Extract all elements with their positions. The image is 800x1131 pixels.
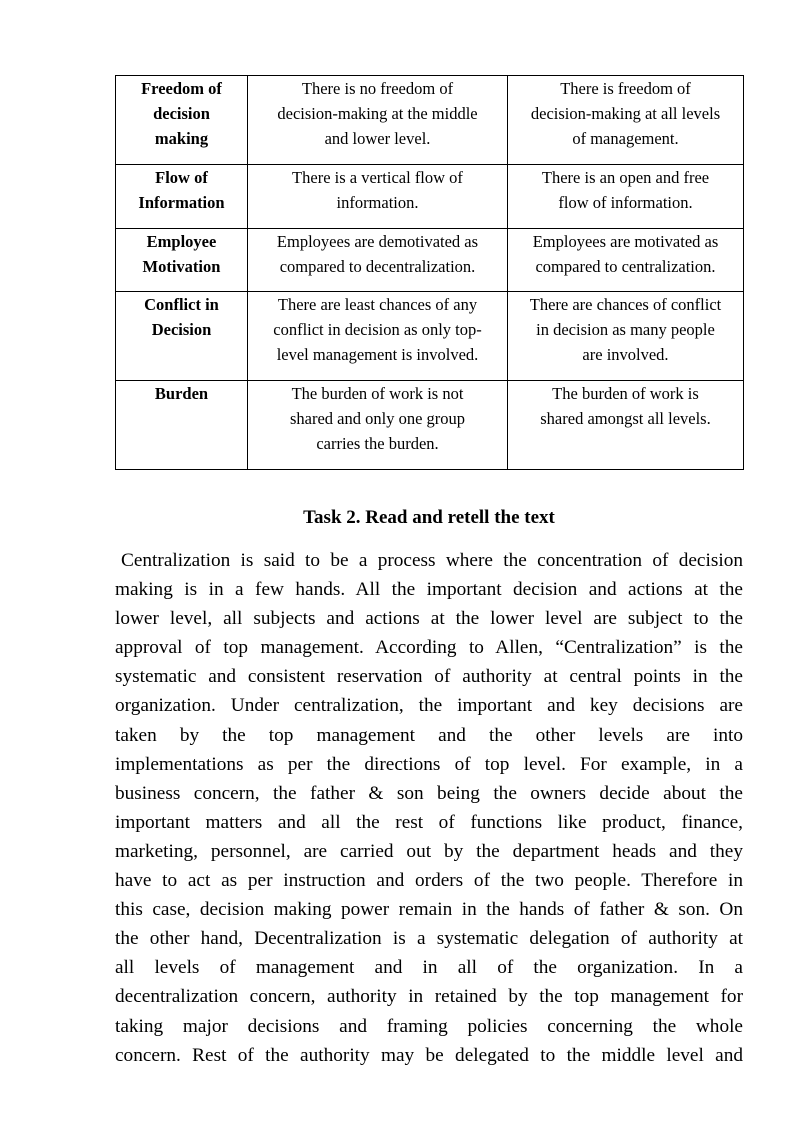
paragraph-line: making is in a few hands. All the important decision and actions at the xyxy=(115,579,743,601)
paragraph-line: lower level, all subjects and actions at the lower level are subject to the xyxy=(115,608,743,630)
row-label-freedom-of-decision-making: Freedom of decision making xyxy=(116,76,248,165)
centralization-cell: Employees are demotivated as compared to decentralization. xyxy=(248,229,508,292)
paragraph-line: concern. Rest of the authority may be delegated to the middle level and xyxy=(115,1044,743,1066)
table-row xyxy=(116,381,744,470)
table-row xyxy=(116,292,744,381)
paragraph-line: taken by the top management and the other levels are into xyxy=(115,724,743,746)
table-row xyxy=(116,165,744,229)
decentralization-cell: Employees are motivated as compared to centralization. xyxy=(508,229,744,292)
decentralization-cell: There are chances of conflict in decision as many people are involved. xyxy=(508,292,744,381)
centralization-cell: There is a vertical flow of information. xyxy=(248,165,508,229)
paragraph-line: all levels of management and in all of the organization. In a xyxy=(115,957,743,979)
centralization-cell: There is no freedom of decision-making at the middle and lower level. xyxy=(248,76,508,165)
paragraph-line: have to act as per instruction and orders of the two people. Therefore in xyxy=(115,870,743,892)
paragraph-line: organization. Under centralization, the important and key decisions are xyxy=(115,695,743,717)
row-label-burden: Burden xyxy=(116,381,248,470)
table-row xyxy=(116,229,744,292)
decentralization-cell: There is an open and free flow of information. xyxy=(508,165,744,229)
paragraph-line: this case, decision making power remain in the hands of father & son. On xyxy=(115,899,743,921)
row-label-conflict-in-decision: Conflict in Decision xyxy=(116,292,248,381)
paragraph-line: the other hand, Decentralization is a systematic delegation of authority at xyxy=(115,928,743,950)
paragraph-line: approval of top management. According to Allen, “Centralization” is the xyxy=(115,637,743,659)
decentralization-cell: The burden of work is shared amongst all levels. xyxy=(508,381,744,470)
body-paragraph xyxy=(115,546,743,1070)
row-label-employee-motivation: Employee Motivation xyxy=(116,229,248,292)
paragraph-line: marketing, personnel, are carried out by the department heads and they xyxy=(115,840,743,862)
paragraph-line: implementations as per the directions of top level. For example, in a xyxy=(115,753,743,775)
paragraph-line: important matters and all the rest of functions like product, finance, xyxy=(115,811,743,833)
comparison-table xyxy=(115,75,744,470)
paragraph-line: decentralization concern, authority in retained by the top management for xyxy=(115,986,743,1008)
table-row xyxy=(116,76,744,165)
row-label-flow-of-information: Flow of Information xyxy=(116,165,248,229)
decentralization-cell: There is freedom of decision-making at all levels of management. xyxy=(508,76,744,165)
paragraph-line: Centralization is said to be a process where the concentration of decision xyxy=(121,550,743,571)
paragraph-line: systematic and consistent reservation of authority at central points in the xyxy=(115,666,743,688)
paragraph-line: taking major decisions and framing policies concerning the whole xyxy=(115,1015,743,1037)
centralization-cell: There are least chances of any conflict in decision as only top- level management is involved. xyxy=(248,292,508,381)
centralization-cell: The burden of work is not shared and only one group carries the burden. xyxy=(248,381,508,470)
task-title: Task 2. Read and retell the text xyxy=(303,507,555,528)
paragraph-line: business concern, the father & son being the owners decide about the xyxy=(115,782,743,804)
